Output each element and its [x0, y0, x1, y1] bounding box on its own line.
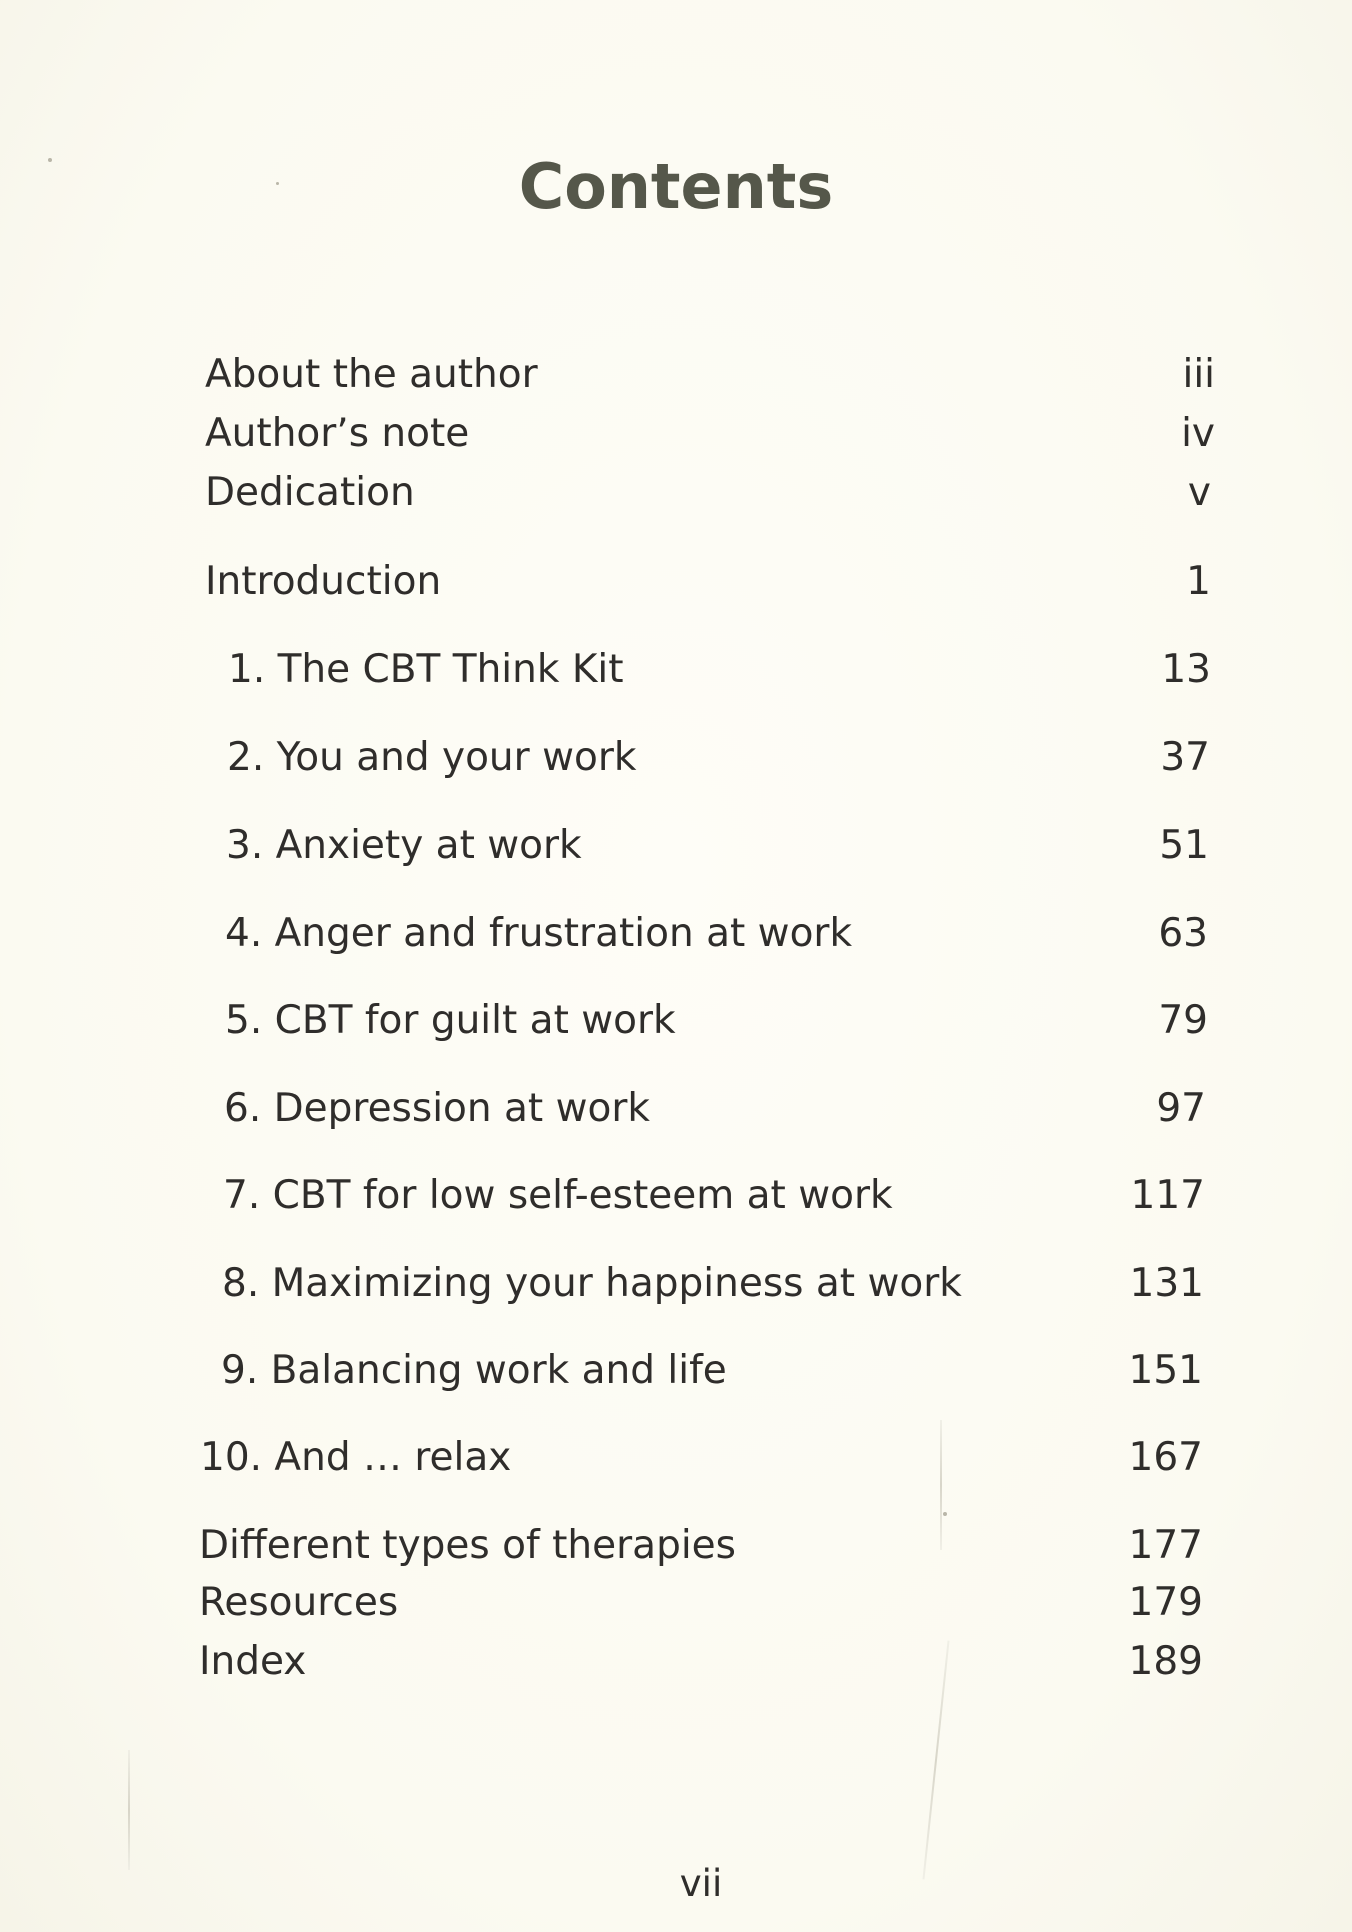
page-title: Contents [518, 150, 834, 223]
toc-entry-page: 79 [1158, 998, 1208, 1043]
toc-entry-page: 63 [1158, 911, 1208, 956]
toc-entry-page: 177 [1128, 1523, 1203, 1568]
toc-entry-label: Different types of therapies [199, 1523, 736, 1568]
toc-entry-label: 8. Maximizing your happiness at work [222, 1261, 962, 1306]
toc-entry-page: 1 [1186, 559, 1211, 604]
toc-entry-dedication [205, 468, 1211, 518]
toc-entry-page: v [1187, 470, 1211, 515]
toc-entry-page: 167 [1128, 1435, 1203, 1480]
toc-entry-label: 5. CBT for guilt at work [225, 998, 676, 1043]
toc-entry-label: 1. The CBT Think Kit [228, 647, 624, 692]
toc-entry-page: 151 [1128, 1348, 1203, 1393]
toc-entry-page: 179 [1128, 1580, 1203, 1625]
toc-entry-page: 13 [1161, 647, 1211, 692]
toc-entry-label: Introduction [205, 559, 442, 604]
toc-entry-label: 4. Anger and frustration at work [225, 911, 853, 956]
toc-entry-chapter-6 [224, 1084, 1206, 1134]
toc-entry-page: 51 [1159, 823, 1209, 868]
toc-entry-label: 6. Depression at work [224, 1086, 650, 1131]
toc-entry-label: Resources [199, 1580, 399, 1625]
toc-entry-chapter-2 [227, 733, 1210, 783]
toc-entry-chapter-5 [225, 996, 1208, 1046]
toc-entry-index [199, 1637, 1203, 1687]
scan-speck [276, 182, 279, 185]
toc-entry-chapter-3 [226, 821, 1209, 871]
scan-speck [943, 1512, 947, 1516]
toc-entry-chapter-7 [223, 1171, 1205, 1221]
toc-entry-authors-note [205, 409, 1215, 459]
toc-entry-page: 37 [1160, 735, 1210, 780]
scan-speck [48, 158, 52, 162]
toc-entry-about-author [205, 350, 1215, 400]
toc-entry-page: 189 [1128, 1639, 1203, 1684]
toc-entry-chapter-10 [200, 1433, 1203, 1483]
toc-entry-page: 117 [1130, 1173, 1205, 1218]
toc-entry-label: 9. Balancing work and life [221, 1348, 727, 1393]
toc-entry-introduction [205, 557, 1211, 607]
toc-entry-label: 3. Anxiety at work [226, 823, 582, 868]
toc-entry-chapter-4 [225, 909, 1208, 959]
toc-entry-page: iii [1182, 352, 1215, 397]
toc-entry-page: 131 [1129, 1261, 1204, 1306]
toc-entry-therapies [199, 1521, 1203, 1571]
toc-entry-label: About the author [205, 352, 538, 397]
scan-scratch [940, 1420, 942, 1550]
toc-entry-label: Dedication [205, 470, 415, 515]
toc-entry-label: Index [199, 1639, 307, 1684]
toc-entry-label: Author’s note [205, 411, 470, 456]
toc-entry-page: iv [1181, 411, 1215, 456]
toc-entry-chapter-9 [221, 1346, 1203, 1396]
toc-entry-label: 10. And … relax [200, 1435, 512, 1480]
toc-entry-chapter-8 [222, 1259, 1204, 1309]
toc-entry-resources [199, 1578, 1203, 1628]
toc-entry-page: 97 [1156, 1086, 1206, 1131]
toc-entry-chapter-1 [228, 645, 1211, 695]
toc-entry-label: 2. You and your work [227, 735, 637, 780]
scan-scratch [128, 1750, 130, 1870]
page-number: vii [679, 1862, 723, 1905]
toc-entry-label: 7. CBT for low self-esteem at work [223, 1173, 893, 1218]
